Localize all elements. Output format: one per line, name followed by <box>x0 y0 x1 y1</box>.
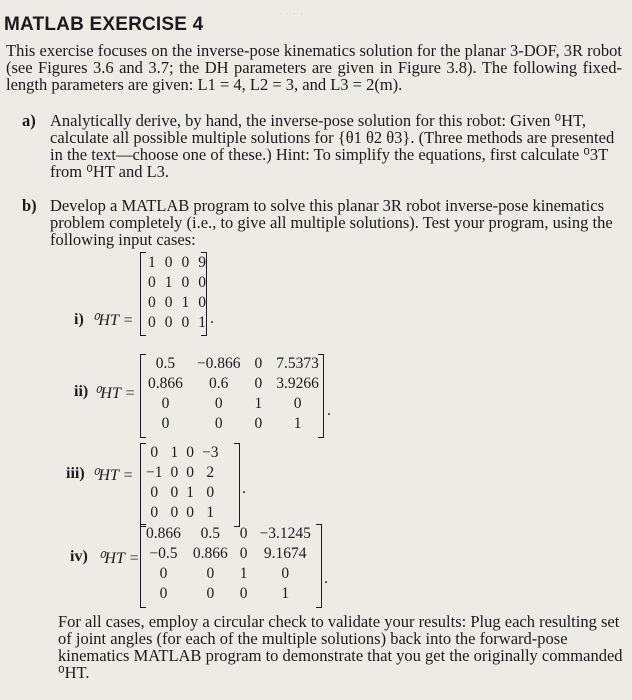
matrix-cell: 1 <box>206 504 215 521</box>
matrix-cell: 0 <box>206 585 215 602</box>
matrix-cell: 0 <box>198 274 206 291</box>
matrix-cell: 0 <box>148 314 156 331</box>
case-expression: ⁰HT = <box>92 467 134 484</box>
case-expression: ⁰HT = <box>94 385 136 402</box>
matrix-cell: −3 <box>202 444 219 461</box>
matrix-cell: 0 <box>239 545 248 562</box>
matrix-cell: 0.866 <box>148 375 183 392</box>
matrix-cell: 0 <box>239 525 248 542</box>
part-b-label: b) <box>22 196 37 215</box>
matrix-cell: 1 <box>181 294 190 311</box>
outro-paragraph: For all cases, employ a circular check to validate your results: Plug each resulting set of joint angles (for each of the multiple solutions) back into the forward-pose kinematics MATLAB program to demonstrate that you get the originally commanded ⁰HT. <box>58 612 623 682</box>
matrix-cell: 0 <box>164 254 173 271</box>
matrix-cell: 1 <box>293 415 302 432</box>
matrix-cell: 0 <box>170 504 179 521</box>
matrix-cell: 0 <box>164 314 173 331</box>
matrix-cell: 0 <box>161 395 170 412</box>
matrix-cell: 0 <box>159 585 168 602</box>
matrix-cell: 0 <box>214 395 223 412</box>
matrix-cell: 7.5373 <box>276 355 319 372</box>
matrix-cell: 0 <box>214 415 223 432</box>
matrix-cell: 0.5 <box>200 525 220 542</box>
intro-paragraph: This exercise focuses on the inverse-pose kinematics solution for the planar 3-DOF, 3R robot (see Figures 3.6 and 3.7; the DH parameters are given in Figure 3.8). The following fixed-length parameters are given: L1 = 4, L2 = 3, and L3 = 2(m). <box>6 41 622 94</box>
case-label: iii) <box>66 465 85 482</box>
matrix-cell: 0 <box>150 484 159 501</box>
case-expression: ⁰HT = <box>98 550 140 567</box>
matrix-cell: 0 <box>206 484 215 501</box>
matrix-cell: −0.866 <box>196 355 241 372</box>
matrix-cell: 0 <box>186 504 194 521</box>
matrix-cell: 0 <box>181 274 190 291</box>
matrix-cell: 1 <box>170 444 179 461</box>
matrix-cell: 0.6 <box>209 375 229 392</box>
matrix-cell: 0 <box>164 294 173 311</box>
matrix-cell: 0.866 <box>192 545 228 562</box>
matrix-cell: 0 <box>198 294 206 311</box>
matrix-cell: 0 <box>148 294 156 311</box>
page: · · · MATLAB EXERCISE 4 This exercise focuses on the inverse-pose kinematics solution for the planar 3-DOF, 3R robot (see Figures 3.6 and 3.7; the DH parameters are given in Figure 3.8). The following fixed-length parameters are given: L1 = 4, L2 = 3, and L3 = 2(m). a) Analytically derive, by hand, the inverse-pose solution for this robot: Given ⁰HT, calculate all possible multiple solutions for {θ1 θ2 θ3}. (Three methods are presented in the text—choose one of these.) Hint: To simplify the equations, first calculate ⁰3T from ⁰HT and L3. b) Develop a MATLAB program to solve this planar 3R robot inverse-pose kinematics problem completely (i.e., to give all multiple solutions). Test your program, using the following input cases: i) ⁰HT = 1 0 0 9 0 1 0 0 0 0 1 0 0 0 0 1 . ii) ⁰HT = 0.5 −0.866 0 7.5373 0.866 0.6 0 3.9266 0 0 1 0 0 0 0 1 . iii) ⁰HT = 0 1 0 −3 −1 0 0 2 0 0 1 0 0 0 0 1 . iv) ⁰HT = 0.866 0.5 0 −3.1245 −0.5 0.866 0 9.1674 0 0 1 0 0 0 0 1 . For all cases, employ a circular check to validate your results: Plug each resulting set of joint angles (for each of the multiple solutions) back into the forward-pose kinematics MATLAB program to demonstrate that you get the originally commanded ⁰HT. <box>4 6 623 682</box>
matrix-cell: 2 <box>206 464 215 481</box>
part-b-text: Develop a MATLAB program to solve this planar 3R robot inverse-pose kinematics problem completely (i.e., to give all multiple solutions). Test your program, using the following input cases: <box>50 196 613 249</box>
matrix-cell: 1 <box>239 565 248 582</box>
matrix-cell: 9.1674 <box>263 545 307 562</box>
matrix-cell: 0.866 <box>146 525 181 542</box>
matrix-cell: 0 <box>148 274 156 291</box>
matrix-cell: 0 <box>150 444 159 461</box>
matrix-cell: 0.5 <box>155 355 176 372</box>
matrix-cell: 3.9266 <box>276 375 319 392</box>
matrix <box>148 354 319 434</box>
matrix <box>146 443 219 523</box>
matrix-cell: 1 <box>281 585 290 602</box>
matrix-cell: 1 <box>164 274 173 291</box>
matrix-cell: 0 <box>181 254 190 271</box>
matrix-cell: 0 <box>150 504 159 521</box>
matrix-cell: 1 <box>186 484 194 501</box>
matrix-cell: 0 <box>186 444 194 461</box>
matrix-cell: 0 <box>170 464 179 481</box>
case-label: ii) <box>74 383 89 400</box>
matrix-cell: 0 <box>254 375 263 392</box>
case-label: iv) <box>70 548 88 565</box>
exercise-title: MATLAB EXERCISE 4 <box>4 14 204 35</box>
matrix-cell: 0 <box>186 464 194 481</box>
matrix-cell: 1 <box>148 254 156 271</box>
matrix-cell: 0 <box>281 565 290 582</box>
matrix-cell: 0 <box>206 565 215 582</box>
matrix-cell: 0 <box>161 415 170 432</box>
matrix-cell: 1 <box>198 314 206 331</box>
matrix-cell: 0 <box>293 395 302 412</box>
part-a <box>22 111 624 181</box>
matrix-cell: 0 <box>254 415 263 432</box>
matrix-cell: −3.1245 <box>259 525 311 542</box>
watermark-text: · · · <box>285 6 304 20</box>
part-a-text: Analytically derive, by hand, the inverse-pose solution for this robot: Given ⁰HT, calculate all possible multiple solutions for {θ1 θ2 θ3}. (Three methods are presented in the text—choose one of these.) Hint: To simplify the equations, first calculate ⁰3T from ⁰HT and L3. <box>50 111 615 181</box>
case-expression: ⁰HT = <box>92 312 134 329</box>
part-b <box>22 196 624 249</box>
matrix <box>146 524 311 604</box>
matrix <box>148 253 206 333</box>
case-label: i) <box>74 311 84 328</box>
matrix-cell: 0 <box>181 314 190 331</box>
matrix-cell: 0 <box>170 484 179 501</box>
part-a-label: a) <box>22 111 36 130</box>
matrix-cell: 0 <box>159 565 168 582</box>
matrix-cell: 9 <box>198 254 206 271</box>
matrix-cell: 1 <box>254 395 263 412</box>
matrix-cell: 0 <box>239 585 248 602</box>
matrix-cell: −0.5 <box>149 545 178 562</box>
matrix-cell: 0 <box>254 355 263 372</box>
matrix-cell: −1 <box>146 464 163 481</box>
